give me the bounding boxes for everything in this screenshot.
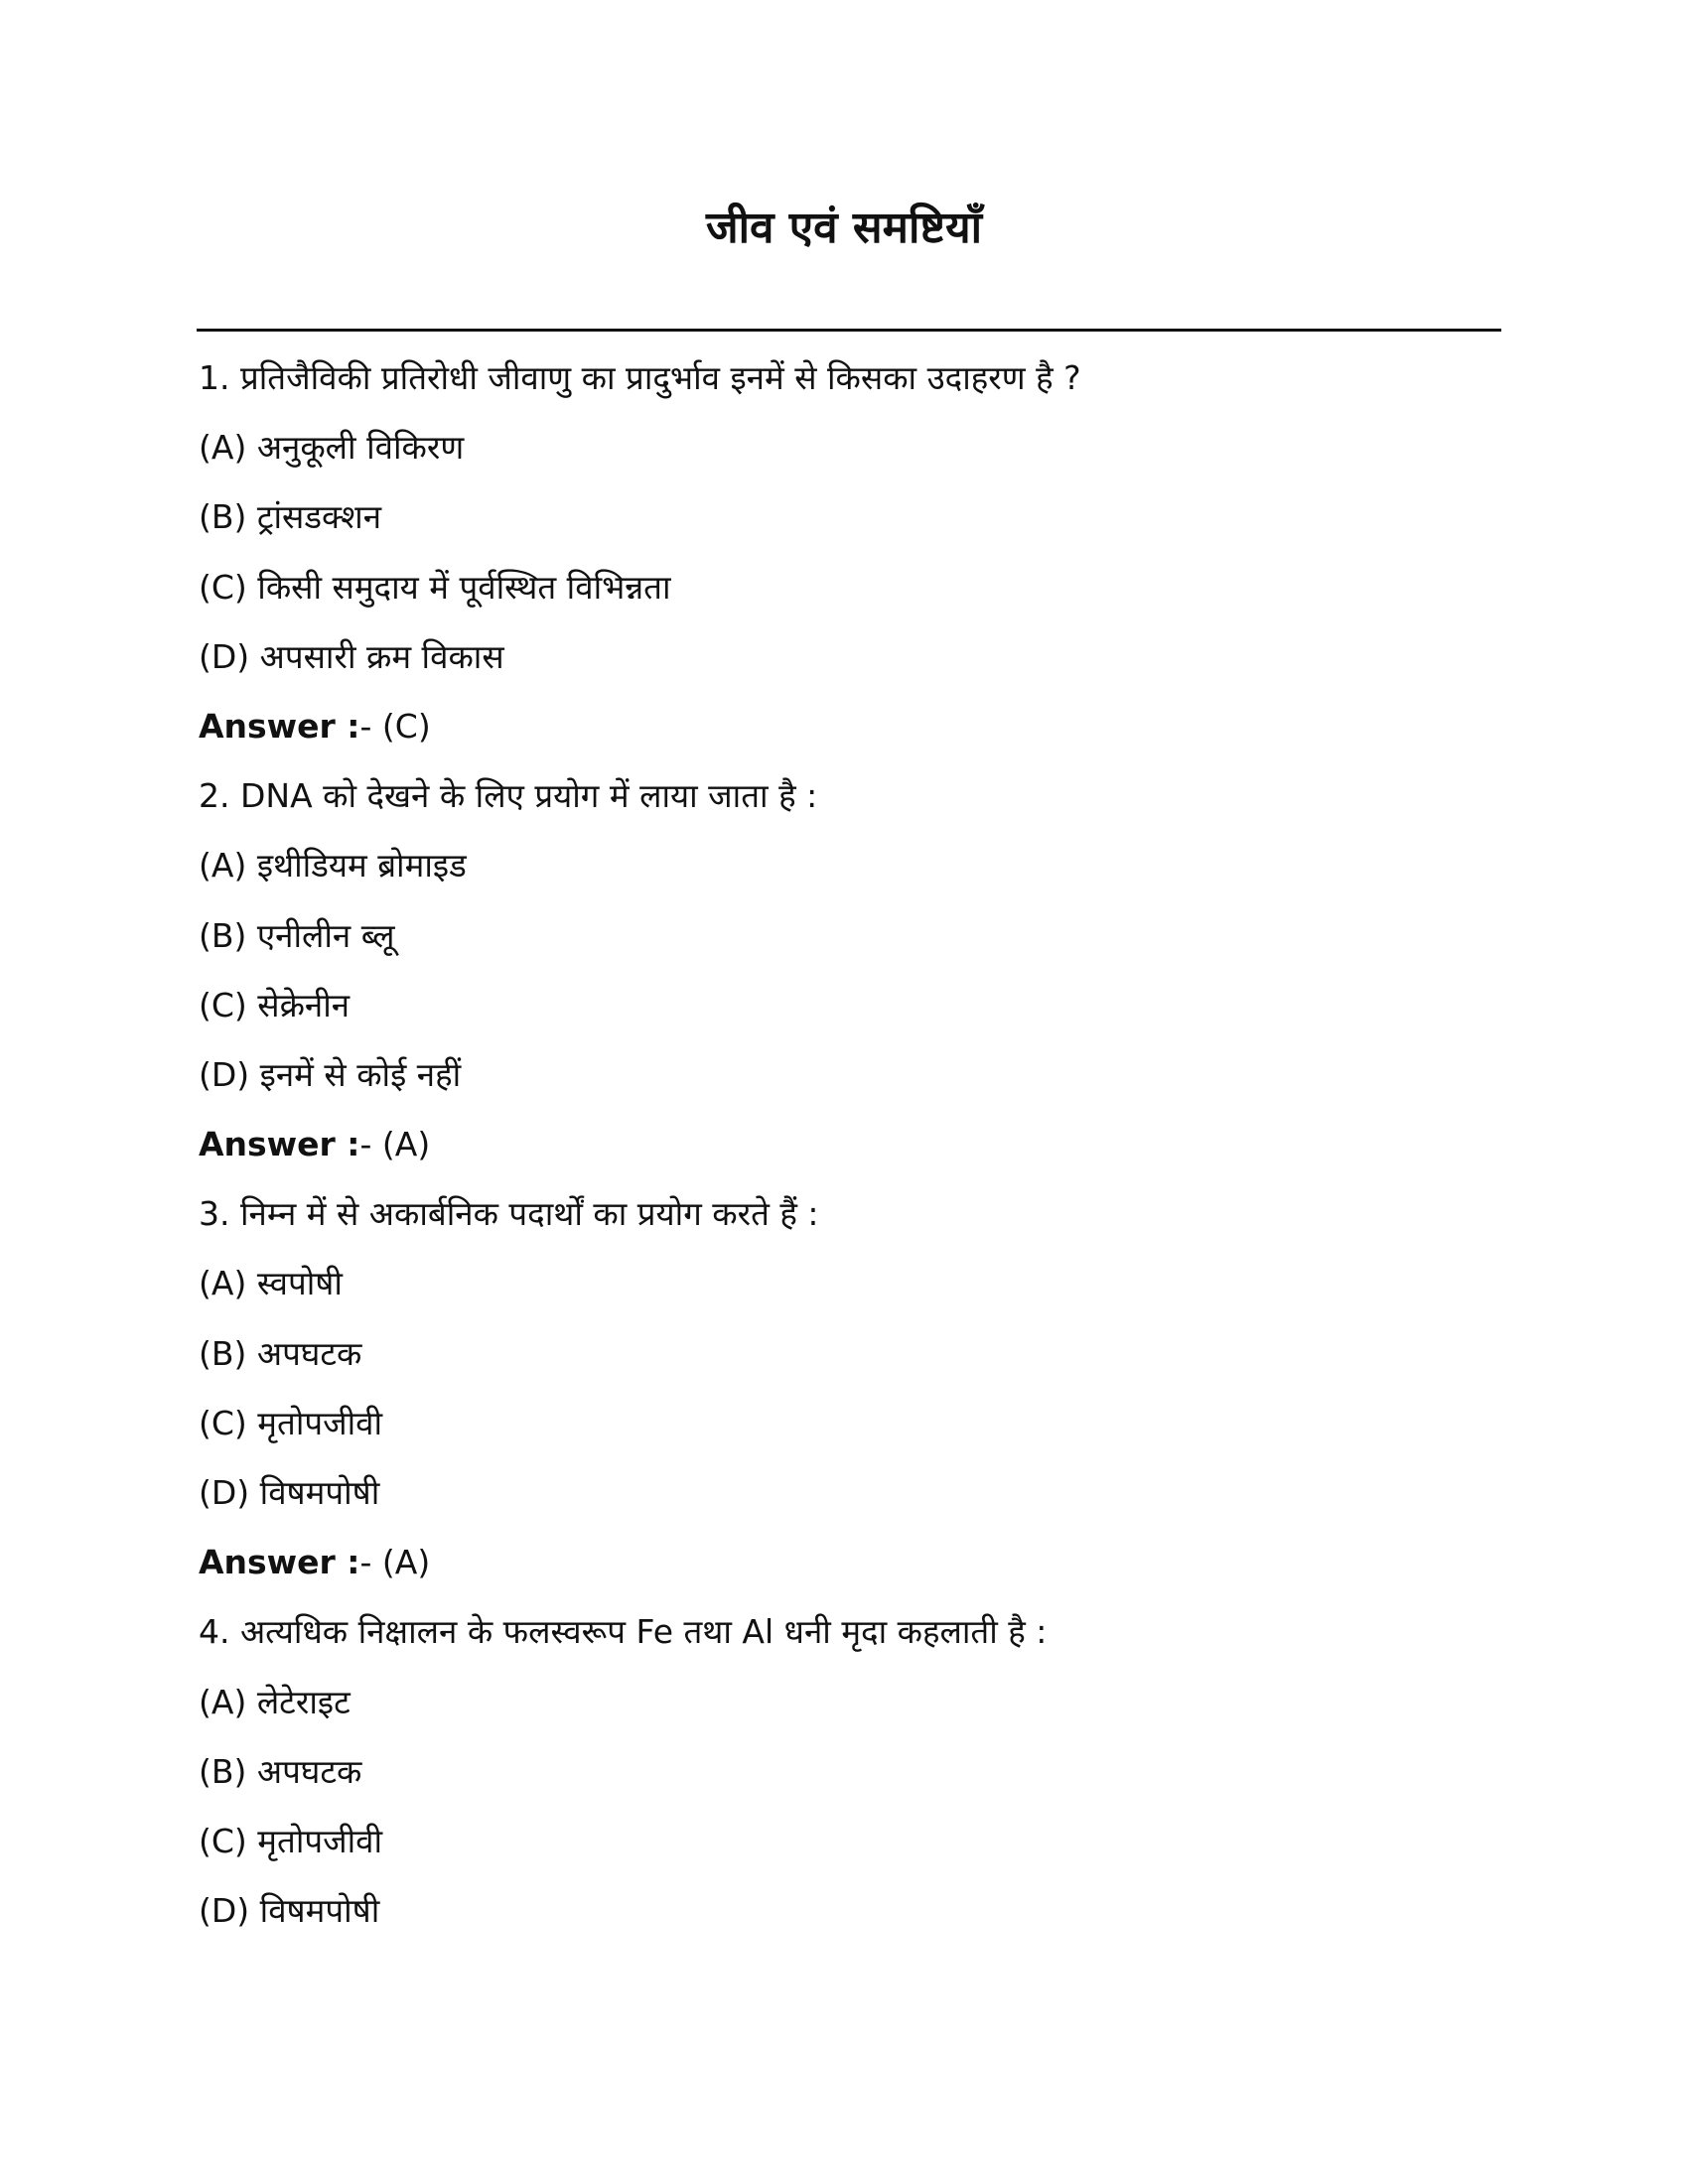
option-a: (A) स्वपोषी [199,1264,343,1303]
option-c: (C) किसी समुदाय में पूर्वस्थित विभिन्नता [199,567,671,607]
option-a: (A) अनुकूली विकिरण [199,428,465,468]
answer-line [199,1120,1509,1189]
option-b: (B) अपघटक [199,1751,362,1791]
option-d: (D) इनमें से कोई नहीं [199,1054,462,1094]
question-list [199,353,1509,1956]
option-b: (B) ट्रांसडक्शन [199,497,382,537]
option-d: (D) विषमपोषी [199,1891,380,1931]
answer-value: - (A) [359,1543,431,1582]
answer-line [199,702,1509,771]
option-a: (A) इथीडियम ब्रोमाइड [199,846,467,886]
answer-label: Answer : [199,1543,360,1582]
page-title: जीव एवं समष्टियाँ [705,203,982,253]
answer-label: Answer : [199,706,360,746]
option-d: (D) विषमपोषी [199,1473,380,1512]
answer-value: - (C) [359,706,431,746]
question-text: 1. प्रतिजैविकी प्रतिरोधी जीवाणु का प्रादुर्भाव इनमें से किसका उदाहरण है ? [199,358,1081,397]
question-text: 3. निम्न में से अकार्बनिक पदार्थों का प्रयोग करते हैं : [199,1194,819,1234]
option-b: (B) एनीलीन ब्लू [199,915,395,955]
answer-label: Answer : [199,1125,360,1164]
question-text: 4. अत्यधिक निक्षालन के फलस्वरूप Fe तथा Al धनी मृदा कहलाती है : [199,1612,1048,1652]
option-c: (C) मृतोपजीवी [199,1403,383,1442]
option-b: (B) अपघटक [199,1333,362,1373]
title-divider [197,329,1501,332]
question-text: 2. DNA को देखने के लिए प्रयोग में लाया जाता है : [199,776,818,816]
answer-value: - (A) [359,1125,431,1164]
answer-line [199,1538,1509,1607]
option-a: (A) लेटेराइट [199,1682,351,1721]
option-d: (D) अपसारी क्रम विकास [199,636,504,676]
option-c: (C) सेक्रेनीन [199,985,351,1024]
option-c: (C) मृतोपजीवी [199,1821,383,1860]
